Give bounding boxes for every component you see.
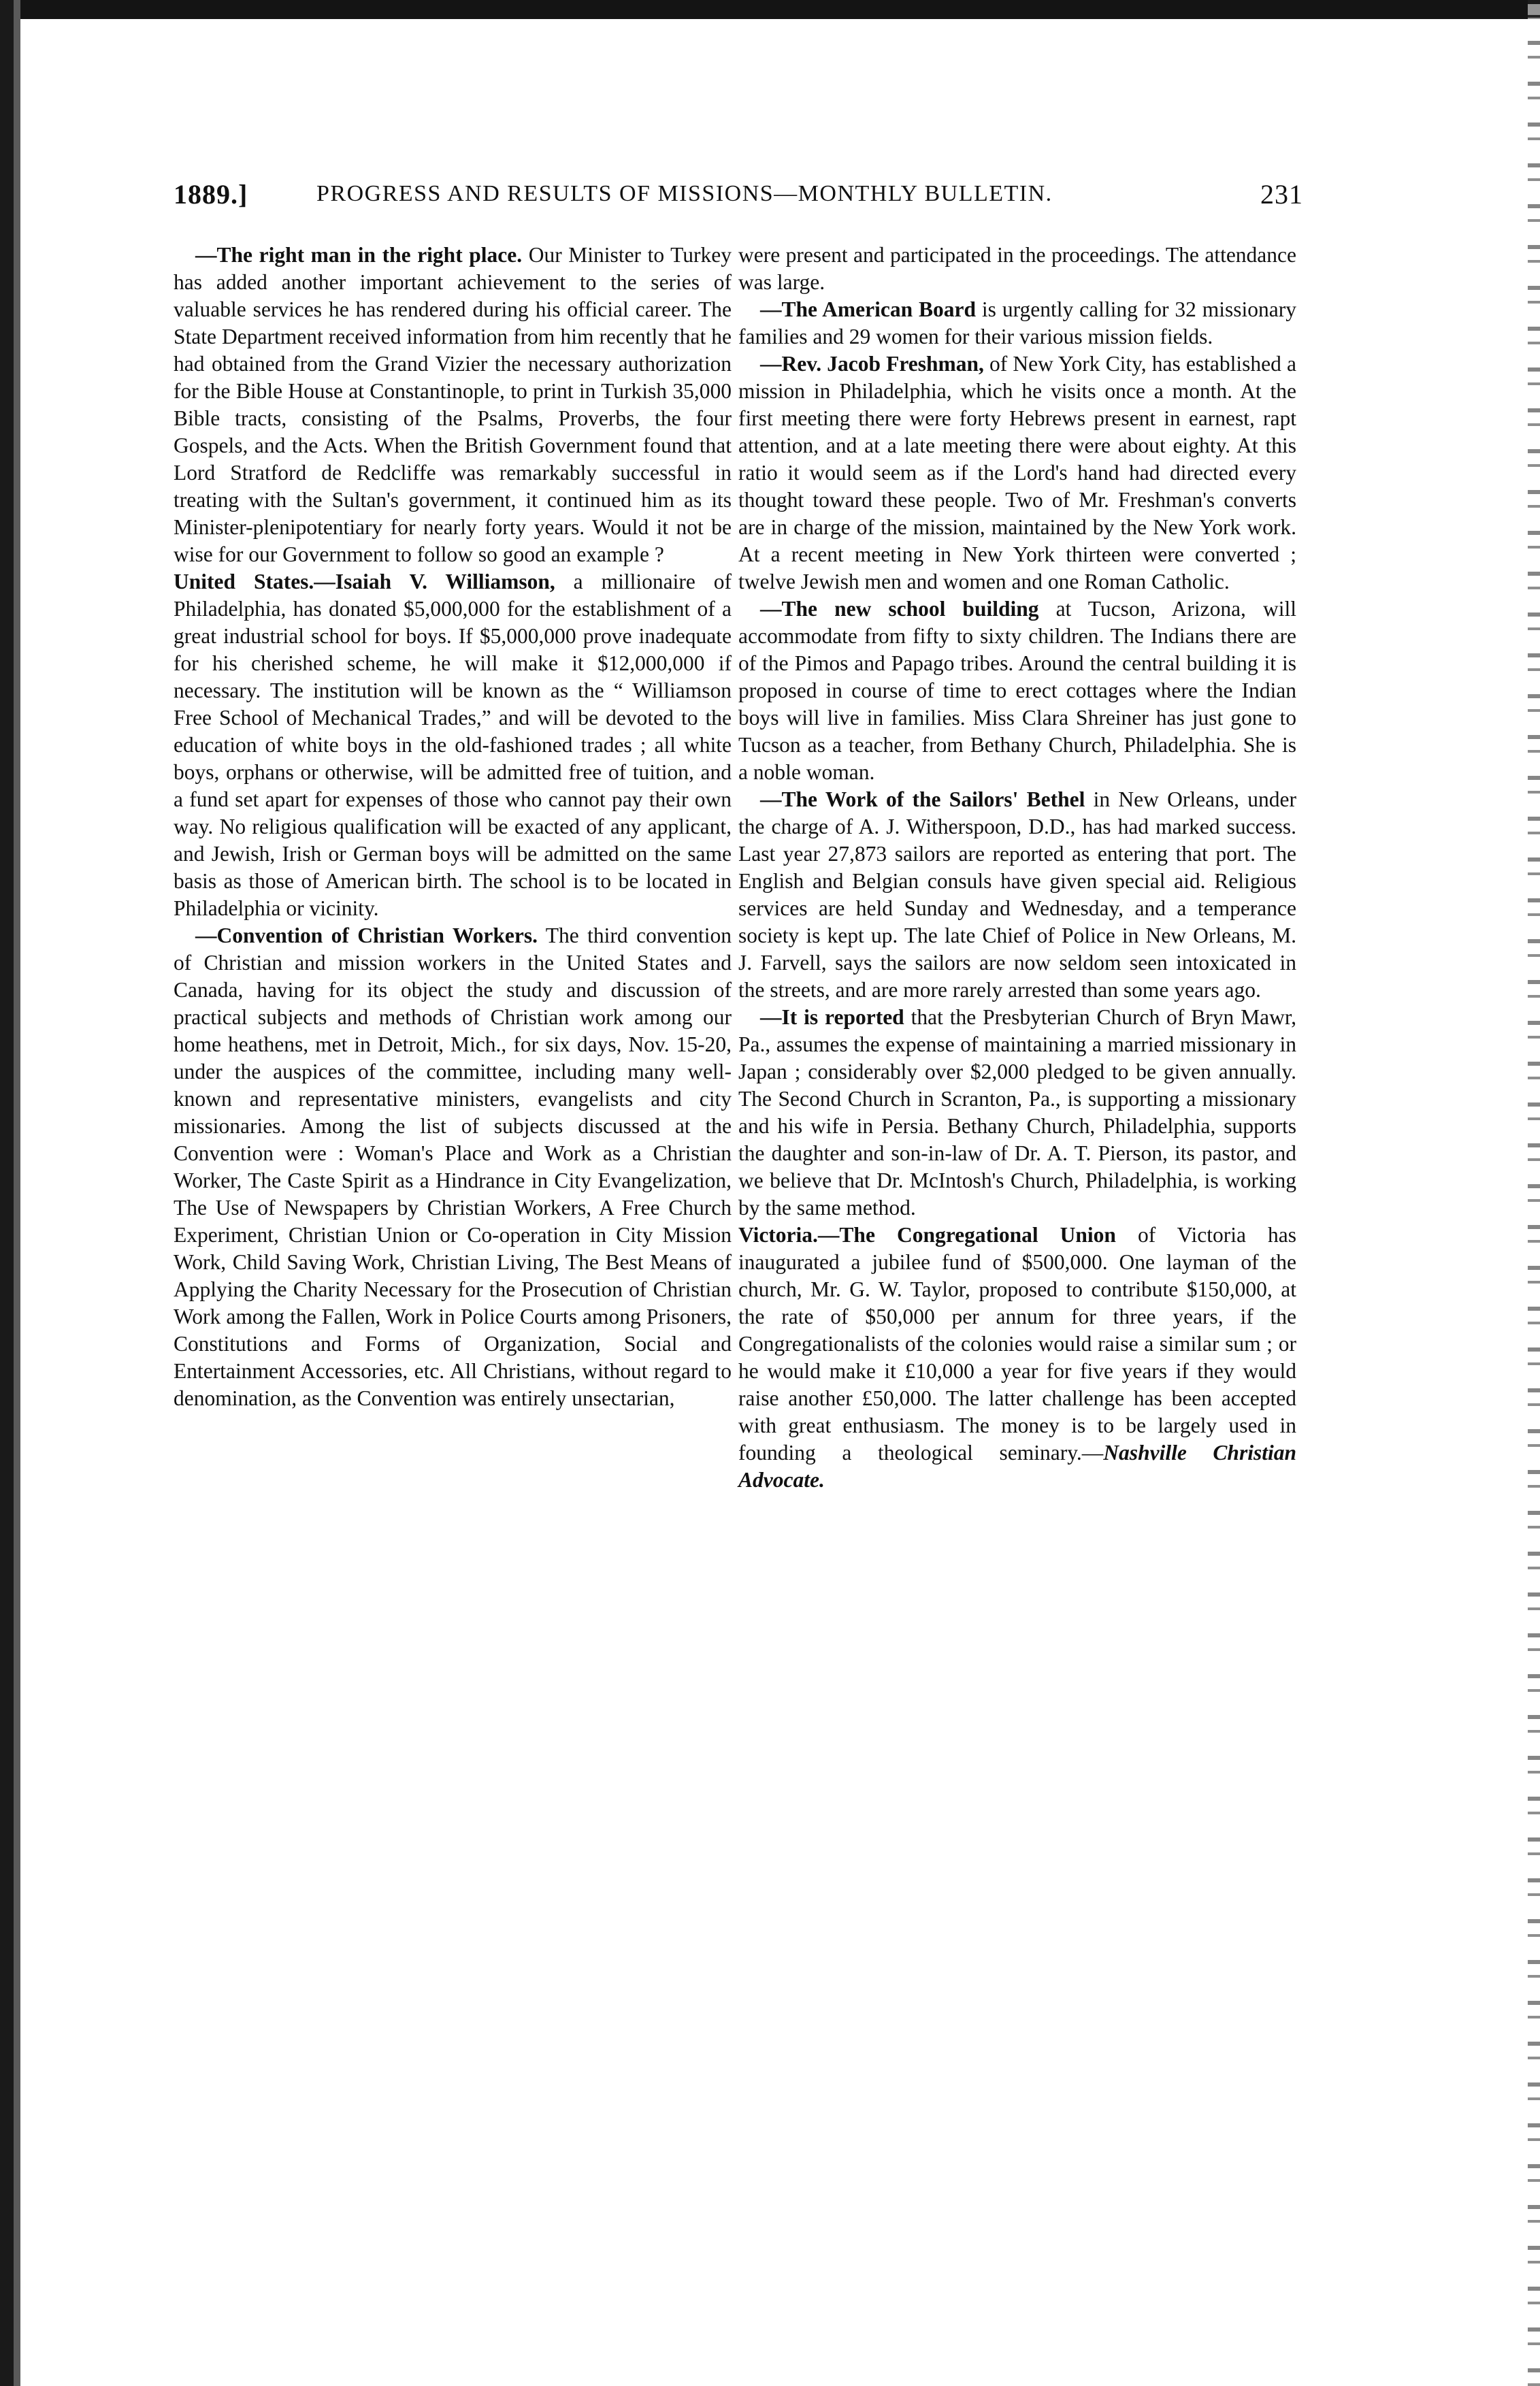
left-scan-shadow	[14, 0, 20, 2386]
article-lead: United States.—Isaiah V. Williamson,	[174, 570, 555, 593]
running-header	[174, 178, 1303, 219]
top-border-rule	[0, 0, 1540, 19]
article-paragraph	[738, 595, 1296, 786]
article-lead: Victoria.—The Congregational Union	[738, 1223, 1116, 1247]
article-body: The third convention of Christian and mission workers in the United States and Canada, having for its object the study and discussion of practical subjects and methods of Christian work among our home heathens, met in Detroit, Mich., for six days, Nov. 15-20, under the auspices of the committee, including many well-known and representative ministers, evangelists and city missionaries. Among the list of subjects discussed at the Convention were : Woman's Place and Work as a Christian Worker, The Caste Spirit as a Hindrance in City Evangelization, The Use of Newspapers by Christian Workers, A Free Church Experiment, Christian Union or Co-operation in City Mission Work, Child Saving Work, Christian Living, The Best Means of Applying the Charity Necessary for the Prosecution of Christian Work among the Fallen, Work in Police Courts among Prisoners, Constitutions and Forms of Organization, Social and Entertainment Accessories, etc. All Christians, without regard to denomination, as the Convention was entirely unsectarian,	[174, 924, 732, 1410]
page-number: 231	[1260, 179, 1303, 210]
article-lead: —The American Board	[760, 297, 977, 321]
article-lead: —The right man in the right place.	[195, 243, 523, 267]
article-body: that the Presbyterian Church of Bryn Mawr, Pa., assumes the expense of maintaining a married missionary in Japan ; considerably over $2,000 pledged to be given annually. The Second Church in Scranton, Pa., is supporting a missionary and his wife in Persia. Bethany Church, Philadelphia, supports the daughter and son-in-law of Dr. A. T. Pierson, its pastor, and we believe that Dr. McIntosh's Church, Philadelphia, is working by the same method.	[738, 1005, 1296, 1220]
article-body: in New Orleans, under the charge of A. J. Witherspoon, D.D., has had marked success. Last year 27,873 sailors are reported as entering that port. The English and Belgian consuls have given special aid. Religious services are held Sunday and Wednesday, and a temperance society is kept up. The late Chief of Police in New Orleans, M. J. Farvell, says the sailors are now seldom seen intoxicated in the streets, and are more rarely arrested than some years ago.	[738, 787, 1296, 1002]
article-lead: —The new school building	[760, 597, 1039, 621]
article-paragraph	[738, 242, 1296, 296]
article-paragraph	[738, 350, 1296, 595]
article-paragraph	[174, 242, 732, 568]
article-paragraph	[738, 296, 1296, 350]
right-column	[738, 242, 1296, 1494]
article-lead: —It is reported	[760, 1005, 904, 1029]
right-scan-edge	[1528, 0, 1540, 2386]
header-year: 1889.]	[174, 179, 248, 210]
article-body: a millionaire of Philadelphia, has donated $5,000,000 for the establishment of a great industrial school for boys. If $5,000,000 prove inadequate for his cherished scheme, he will make it $12,000,000 if necessary. The institution will be known as the “ Williamson Free School of Mechanical Trades,” and will be devoted to the education of white boys in the old-fashioned trades ; all white boys, orphans or otherwise, will be admitted free of tuition, and a fund set apart for expenses of those who cannot pay their own way. No religious qualification will be exacted of any applicant, and Jewish, Irish or German boys will be admitted on the same basis as those of American birth. The school is to be located in Philadelphia or vicinity.	[174, 570, 732, 920]
article-lead: —The Work of the Sailors' Bethel	[760, 787, 1085, 811]
article-paragraph	[174, 922, 732, 1412]
article-paragraph	[738, 1004, 1296, 1222]
article-body: is urgently calling for 32 missionary families and 29 women for their various mission fields.	[738, 297, 1296, 348]
article-body: Our Minister to Turkey has added another important achievement to the series of valuable services he has rendered during his official career. The State Department received information from him recently that he had obtained from the Grand Vizier the necessary authorization for the Bible House at Constantinople, to print in Turkish 35,000 Bible tracts, consisting of the Psalms, Proverbs, the four Gospels, and the Acts. When the British Government found that Lord Stratford de Redcliffe was remarkably successful in treating with the Sultan's government, it continued him as its Minister-plenipotentiary for nearly forty years. Would it not be wise for our Government to follow so good an example ?	[174, 243, 732, 566]
article-lead: —Rev. Jacob Freshman,	[760, 352, 984, 376]
header-title: PROGRESS AND RESULTS OF MISSIONS—MONTHLY BULLETIN.	[316, 181, 1053, 206]
left-column	[174, 242, 732, 1412]
article-body: were present and participated in the proceedings. The attendance was large.	[738, 243, 1296, 294]
article-paragraph	[174, 568, 732, 922]
article-body: at Tucson, Arizona, will accommodate from fifty to sixty children. The Indians there are of the Pimos and Papago tribes. Around the central building it is proposed in course of time to erect cottages where the Indian boys will live in families. Miss Clara Shreiner has just gone to Tucson as a teacher, from Bethany Church, Philadelphia. She is a noble woman.	[738, 597, 1296, 784]
source-citation: Nashville Christian Advocate.	[738, 1441, 1296, 1492]
article-paragraph	[738, 1222, 1296, 1494]
article-lead: —Convention of Christian Workers.	[195, 924, 538, 947]
article-body: of New York City, has established a mission in Philadelphia, which he visits once a month. At the first meeting there were forty Hebrews present in earnest, rapt attention, and at a late meeting there were about eighty. At this ratio it would seem as if the Lord's hand had directed every thought toward these people. Two of Mr. Freshman's converts are in charge of the mission, maintained by the New York work. At a recent meeting in New York thirteen were converted ; twelve Jewish men and women and one Roman Catholic.	[738, 352, 1296, 593]
article-body: of Victoria has inaugurated a jubilee fund of $500,000. One layman of the church, Mr. G. W. Taylor, proposed to contribute $150,000, at the rate of $50,000 per annum for three years, if the Congregationalists of the colonies would raise a similar sum ; or he would make it £10,000 a year for five years if they would raise another £50,000. The latter challenge has been accepted with great enthusiasm. The money is to be largely used in founding a theological seminary.—	[738, 1223, 1296, 1465]
left-scan-edge	[0, 0, 14, 2386]
article-paragraph	[738, 786, 1296, 1004]
